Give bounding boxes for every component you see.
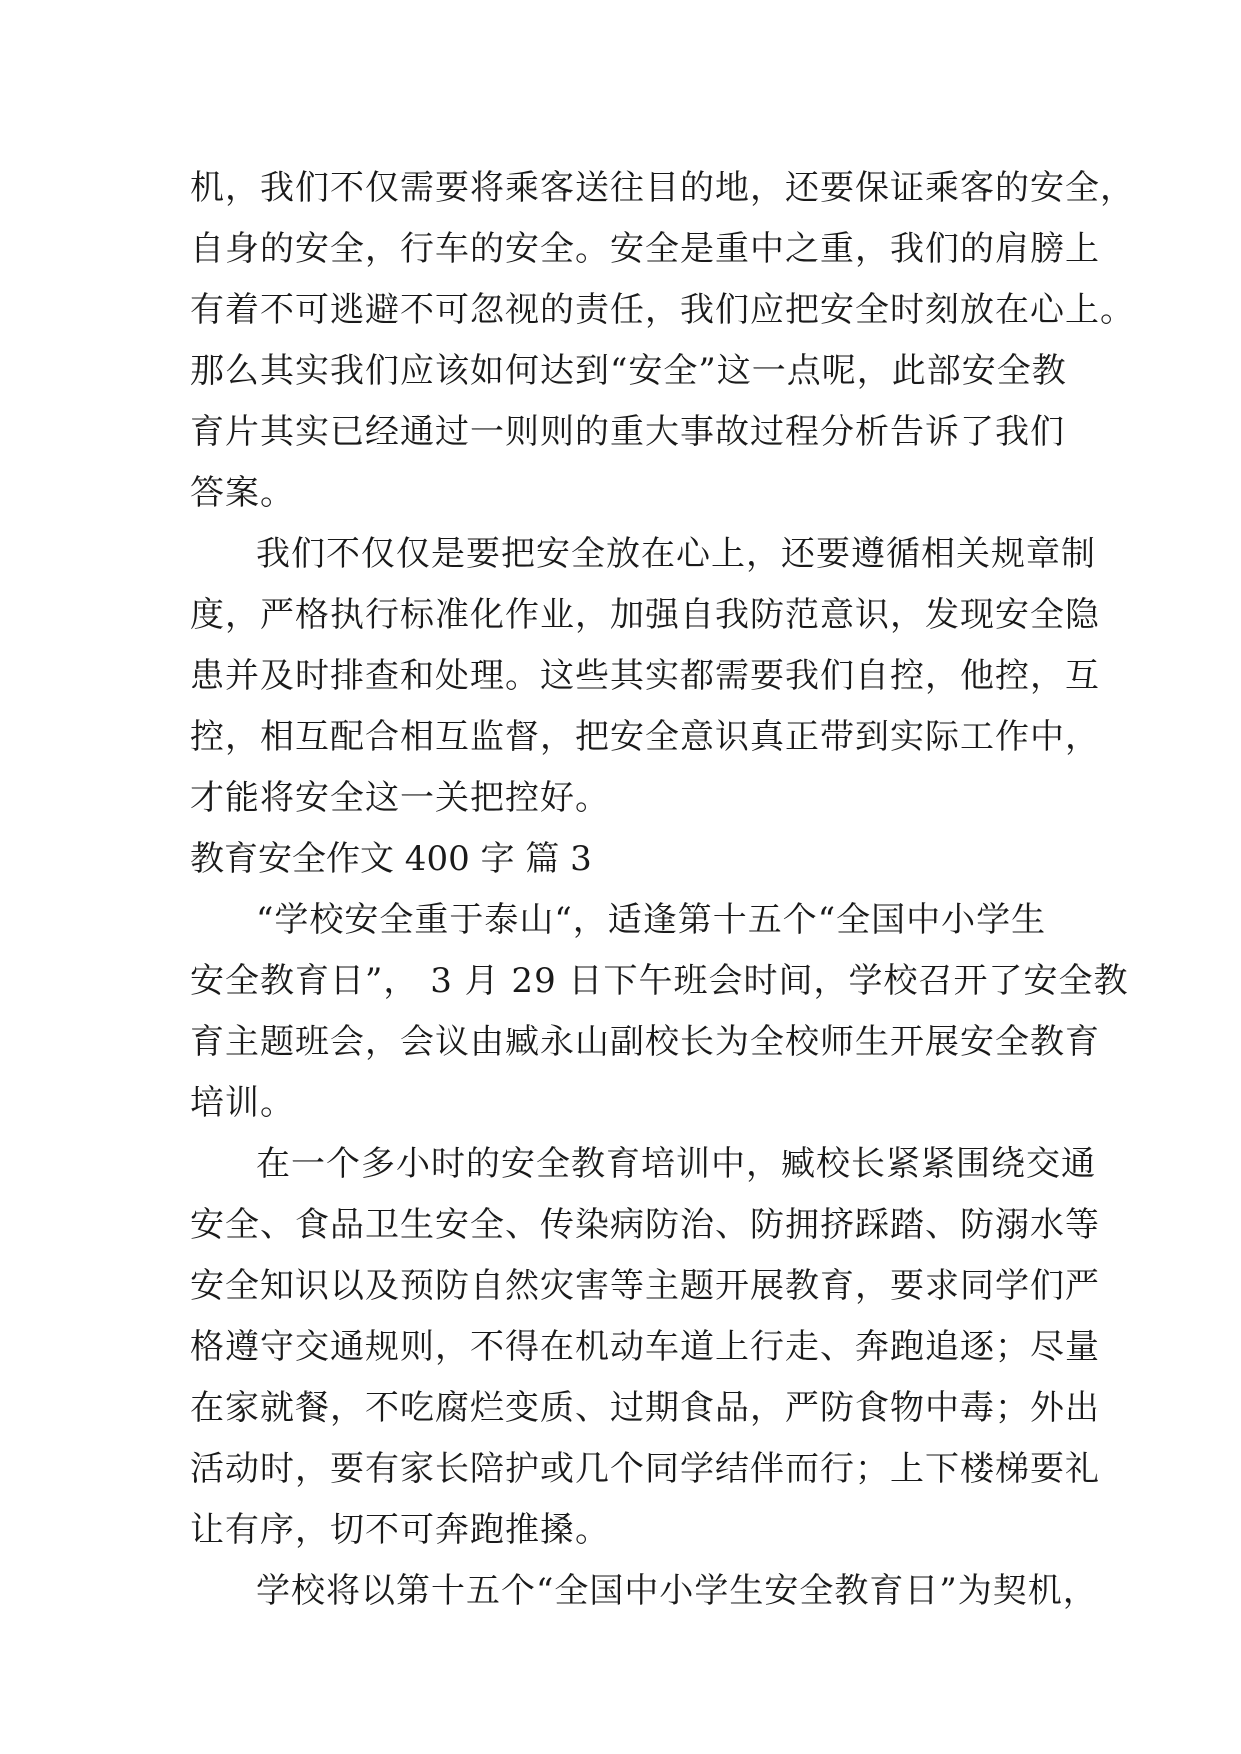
text-line: 格遵守交通规则，不得在机动车道上行走、奔跑追逐；尽量 xyxy=(190,1327,1100,1367)
text-line: 安全、食品卫生安全、传染病防治、防拥挤踩踏、防溺水等 xyxy=(190,1205,1100,1245)
text-line: 才能将安全这一关把控好。 xyxy=(190,778,610,818)
document-body xyxy=(190,158,1135,1622)
text-line: 自身的安全，行车的安全。安全是重中之重，我们的肩膀上 xyxy=(190,229,1100,269)
text-line: 安全教育日”， 3 月 29 日下午班会时间，学校召开了安全教 xyxy=(190,961,1129,1001)
text-line: 控，相互配合相互监督，把安全意识真正带到实际工作中， xyxy=(190,717,1100,757)
text-line: 度，严格执行标准化作业，加强自我防范意识，发现安全隐 xyxy=(190,595,1100,635)
text-line: 我们不仅仅是要把安全放在心上，还要遵循相关规章制 xyxy=(256,534,1096,574)
text-line: “学校安全重于泰山“，适逢第十五个“全国中小学生 xyxy=(256,900,1047,940)
text-line: 活动时，要有家长陪护或几个同学结伴而行；上下楼梯要礼 xyxy=(190,1449,1100,1489)
text-line: 在家就餐，不吃腐烂变质、过期食品，严防食物中毒；外出 xyxy=(190,1388,1100,1428)
text-line: 机，我们不仅需要将乘客送往目的地，还要保证乘客的安全， xyxy=(190,168,1135,208)
text-line: 学校将以第十五个“全国中小学生安全教育日”为契机， xyxy=(256,1571,1098,1611)
text-line: 在一个多小时的安全教育培训中，臧校长紧紧围绕交通 xyxy=(256,1144,1096,1184)
text-line: 答案。 xyxy=(190,473,295,513)
text-line: 培训。 xyxy=(190,1083,295,1123)
section-heading: 教育安全作文 400 字 篇 3 xyxy=(190,839,592,879)
text-line: 育片其实已经通过一则则的重大事故过程分析告诉了我们 xyxy=(190,412,1065,452)
text-line: 让有序，切不可奔跑推搡。 xyxy=(190,1510,610,1550)
text-line: 有着不可逃避不可忽视的责任，我们应把安全时刻放在心上。 xyxy=(190,290,1135,330)
text-line: 患并及时排查和处理。这些其实都需要我们自控，他控，互 xyxy=(190,656,1100,696)
text-line: 安全知识以及预防自然灾害等主题开展教育，要求同学们严 xyxy=(190,1266,1100,1306)
text-line: 育主题班会，会议由臧永山副校长为全校师生开展安全教育 xyxy=(190,1022,1100,1062)
text-line: 那么其实我们应该如何达到“安全”这一点呢，此部安全教 xyxy=(190,351,1067,391)
